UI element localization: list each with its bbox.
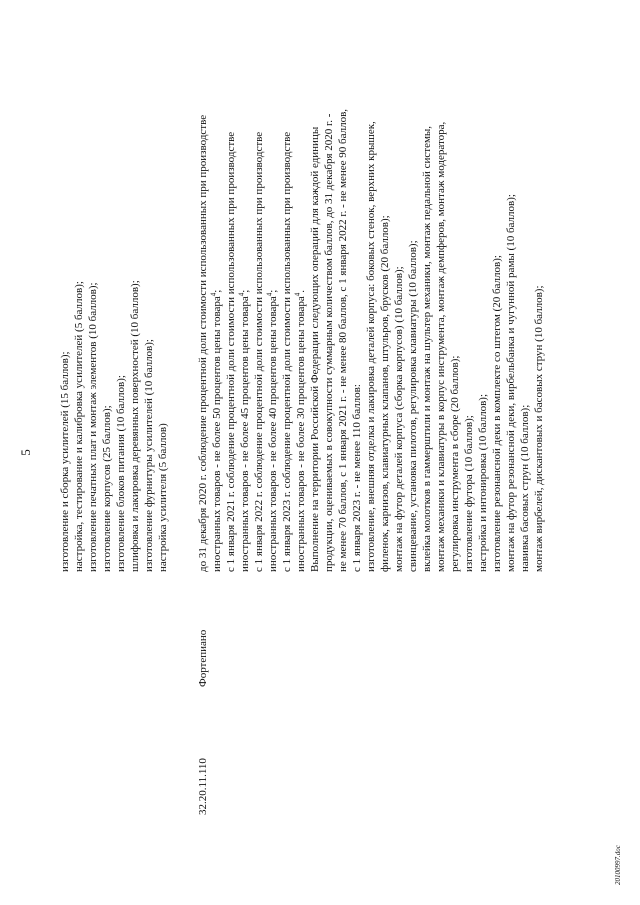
requirement-line	[337, 109, 349, 572]
requirement-line	[309, 127, 321, 572]
requirement-line: иностранных товаров - не более 40 процентов цены товара$^4$;	[265, 289, 279, 572]
list-item: изготовление резонансной деки в комплекте со штегом (20 баллов);	[491, 255, 503, 572]
requirement-line	[225, 132, 237, 572]
list-item: изготовление блоков питания (10 баллов);	[115, 375, 127, 572]
list-item: настройка, тестирование и калибровка усилителей (5 баллов);	[73, 281, 85, 572]
list-item: настройка усилителя (5 баллов)	[157, 423, 169, 572]
requirement-line	[281, 132, 293, 572]
requirement-text: до 31 декабря 2020 г. соблюдение процентной доли стоимости использованных при производстве	[197, 114, 209, 572]
requirement-text: с 1 января 2022 г. соблюдение процентной доли стоимости использованных при производстве	[253, 131, 265, 572]
list-item: свинцевание, установка пилотов, регулировка клавиатуры (10 баллов);	[407, 240, 419, 572]
list-item: настройка и интонировка (10 баллов);	[477, 393, 489, 572]
footnote-mark: 4	[293, 292, 302, 297]
requirement-line: иностранных товаров - не более 30 процентов цены товара$^4$.	[293, 289, 307, 572]
requirement-text: иностранных товаров - не более 50 процентов цены товара	[211, 296, 223, 572]
requirement-text: с 1 января 2023 г. соблюдение процентной доли стоимости использованных при производстве	[281, 131, 293, 572]
list-item: монтаж вирбелей, дискантовых и басовых струн (10 баллов);	[533, 285, 545, 572]
list-item: монтаж на футор резонансной деки, вирбельбанка и чугунной рамы (10 баллов);	[505, 194, 517, 572]
requirement-line	[351, 384, 363, 572]
list-item: изготовление печатных плат и монтаж элементов (10 баллов);	[87, 282, 99, 572]
product-code: 32.20.11.110	[197, 758, 209, 815]
requirement-text: с 1 января 2021 г. соблюдение процентной доли стоимости использованных при производстве	[225, 131, 237, 572]
footnote-mark: 4	[237, 292, 246, 297]
list-item: изготовление и сборка усилителей (15 баллов);	[59, 351, 71, 572]
requirement-text: иностранных товаров - не более 30 процентов цены товара	[295, 296, 307, 572]
requirement-text: продукции, оцениваемых в совокупности суммарным количеством баллов, до 31 декабря 2020 г. -	[323, 113, 335, 572]
product-name: Фортепиано	[197, 629, 209, 687]
requirement-text: Выполнение на территории Российской Федерации следующих операций для каждой единицы	[309, 126, 321, 572]
requirement-text: иностранных товаров - не более 45 процентов цены товара	[239, 296, 251, 572]
footnote-mark: 4	[265, 292, 274, 297]
requirement-line: иностранных товаров - не более 50 процентов цены товара$^4$;	[209, 289, 223, 572]
list-item: монтаж на футор деталей корпуса (сборка корпусов) (10 баллов);	[393, 266, 405, 572]
list-item: регулировка инструмента в сборе (20 баллов);	[449, 355, 461, 572]
requirement-line	[197, 115, 209, 572]
list-item: монтаж механики и клавиатуры в корпус инструмента, монтаж демпферов, монтаж модератора,	[435, 121, 447, 572]
list-item: филенок, карнизов, клавиатурных клапанов, штульров, брусков (20 баллов);	[379, 215, 391, 572]
list-item: изготовление футора (10 баллов);	[463, 415, 475, 572]
list-item: изготовление, внешняя отделка и лакировка деталей корпуса: боковых стенок, верхних крышек,	[365, 121, 377, 572]
list-item: изготовление корпусов (25 баллов);	[101, 405, 113, 572]
requirement-line	[323, 114, 335, 572]
list-item: шлифовка и лакировка деревянных поверхностей (10 баллов);	[129, 280, 141, 572]
requirement-text: иностранных товаров - не более 40 процентов цены товара	[267, 296, 279, 572]
list-item: навивка басовых струн (10 баллов);	[519, 404, 531, 572]
footnote-mark: 4	[209, 292, 218, 297]
requirement-line	[253, 132, 265, 572]
page-number: 5	[18, 449, 33, 456]
footer-file-code: 20100997.doc	[614, 845, 622, 885]
requirement-text: с 1 января 2023 г. - не менее 110 баллов:	[351, 384, 363, 572]
requirement-line: иностранных товаров - не более 45 процентов цены товара$^4$;	[237, 289, 251, 572]
list-item: изготовление фурнитуры усилителей (10 баллов);	[143, 339, 155, 572]
list-item: вклейка молотков в гаммерштили и монтаж на шультер механики, монтаж педальной системы,	[421, 125, 433, 572]
requirement-text: не менее 70 баллов, с 1 января 2021 г. - не менее 80 баллов, с 1 января 2022 г. - не менее 90 баллов,	[337, 108, 349, 572]
